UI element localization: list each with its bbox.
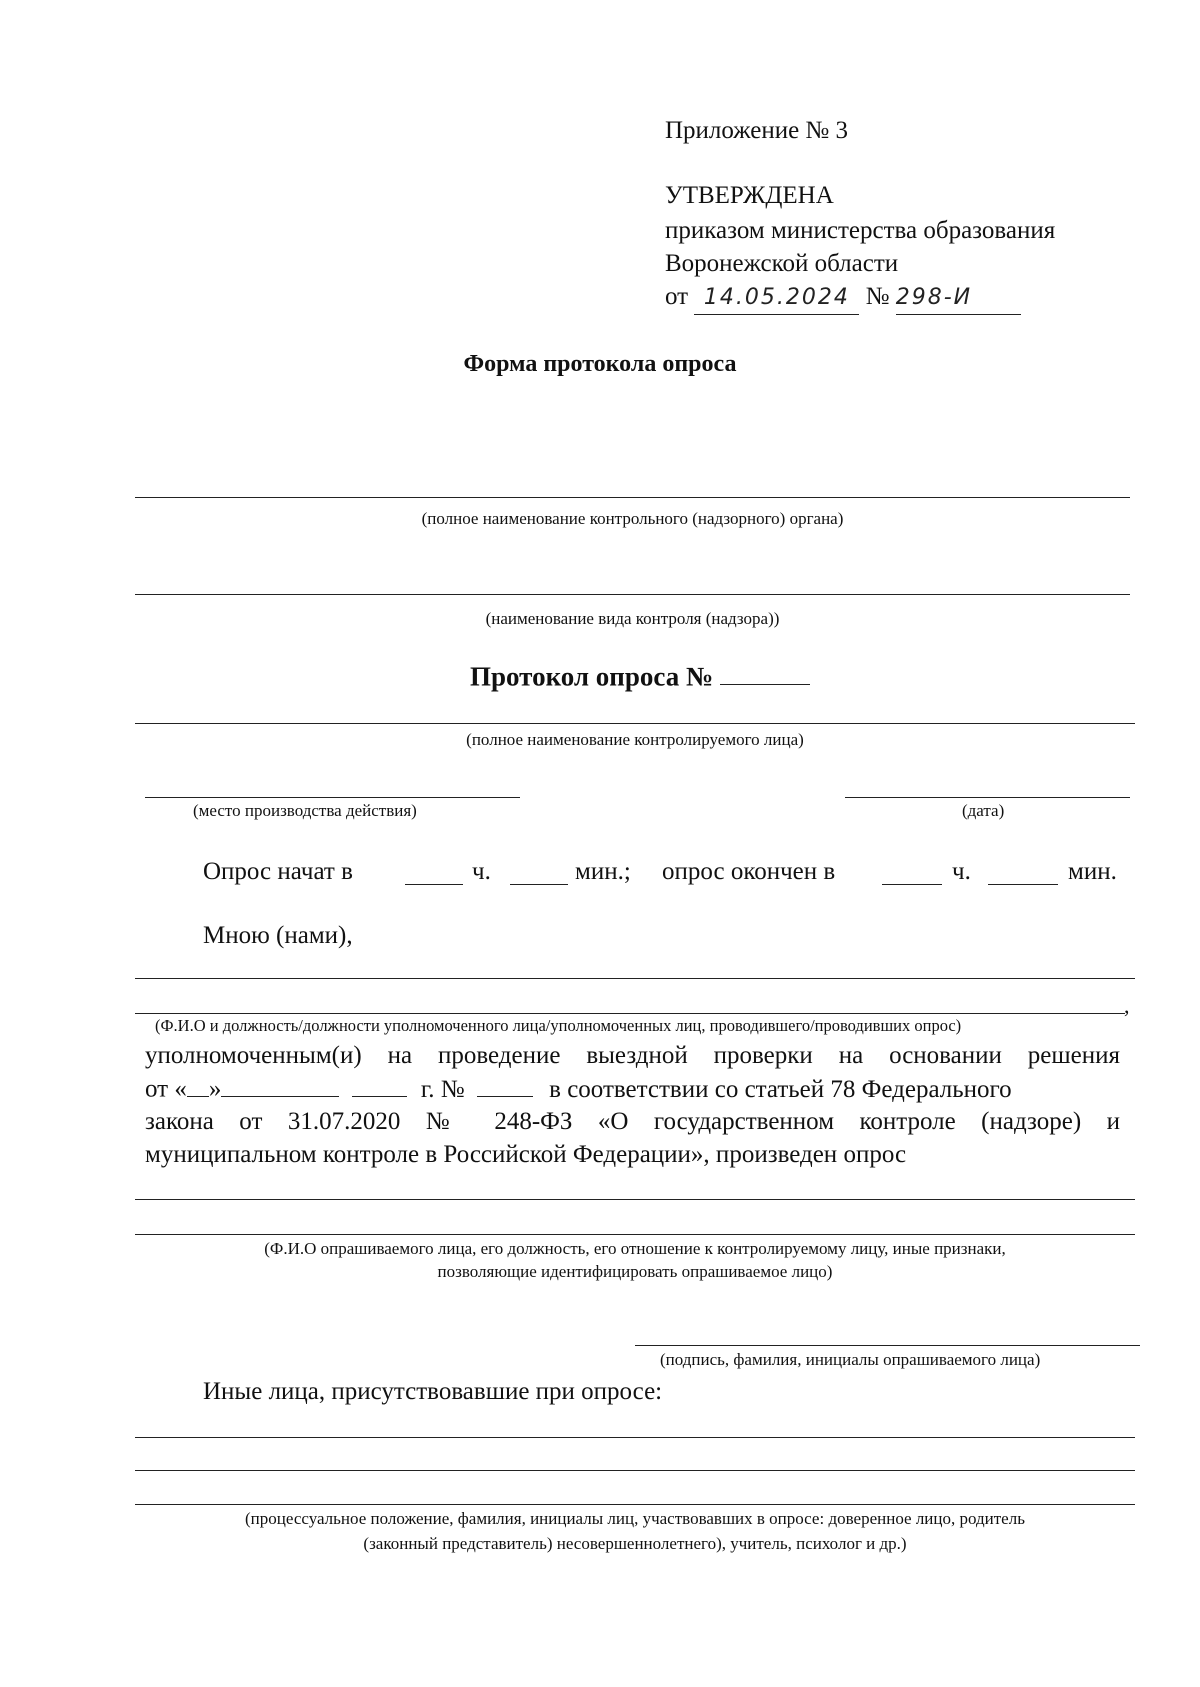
- date-line: [845, 797, 1130, 798]
- day-blank: [187, 1073, 209, 1097]
- control-type-line: [135, 594, 1130, 595]
- others-line-2: [135, 1470, 1135, 1471]
- form-title: Форма протокола опроса: [463, 351, 737, 377]
- by-us-label: Мною (нами),: [203, 922, 353, 949]
- others-line-1: [135, 1437, 1135, 1438]
- start-min-blank: [510, 870, 568, 885]
- officials-caption: (Ф.И.О и должность/должности уполномоченного лица/уполномоченных лиц, проводившего/проводивших опрос): [155, 1016, 962, 1035]
- control-type-caption: (наименование вида контроля (надзора)): [485, 609, 780, 628]
- year-number-label: г. №: [420, 1075, 465, 1103]
- end-min-blank: [988, 870, 1058, 885]
- interviewee-caption-2: позволяющие идентифицировать опрашиваемое лицо): [437, 1262, 833, 1281]
- handwritten-date: 14.05.2024: [694, 282, 859, 315]
- body-line-2: [145, 1073, 1012, 1106]
- end-hour-blank: [882, 870, 942, 885]
- handwritten-number: 298-И: [896, 282, 1021, 315]
- signature-line: [635, 1345, 1140, 1346]
- end-hour-label: ч.: [952, 858, 971, 885]
- order-date-line: [665, 281, 1021, 315]
- year-blank: [352, 1073, 407, 1097]
- protocol-title: [470, 660, 810, 692]
- end-min-label: мин.: [1068, 858, 1117, 885]
- body-line-4: муниципальном контроле в Российской Федерации», произведен опрос: [145, 1141, 907, 1168]
- date-prefix: от: [665, 283, 689, 310]
- others-title: Иные лица, присутствовавшие при опросе:: [203, 1378, 663, 1405]
- order-line-1: приказом министерства образования: [665, 217, 1056, 244]
- body-line-2-tail: в соответствии со статьей 78 Федерального: [549, 1075, 1012, 1103]
- body-line-3: закона от 31.07.2020 № 248-ФЗ «О государственном контроле (надзоре) и: [145, 1108, 1120, 1135]
- appendix-label: Приложение № 3: [665, 117, 849, 144]
- others-caption-1: (процессуальное положение, фамилия, инициалы лиц, участвовавших в опросе: доверенное лицо, родитель: [245, 1509, 1025, 1528]
- approved-label: УТВЕРЖДЕНА: [665, 182, 834, 209]
- interviewee-line-2: [135, 1234, 1135, 1235]
- interviewee-caption-1: (Ф.И.О опрашиваемого лица, его должность, его отношение к контролируемому лицу, иные признаки,: [264, 1239, 1006, 1258]
- ended-label: опрос окончен в: [662, 858, 836, 885]
- authority-line: [135, 497, 1130, 498]
- order-line-2: Воронежской области: [665, 250, 899, 277]
- protocol-title-text: Протокол опроса №: [470, 661, 714, 692]
- interviewee-line-1: [135, 1199, 1135, 1200]
- officials-comma: ,: [1124, 993, 1130, 1018]
- signature-caption: (подпись, фамилия, инициалы опрашиваемого лица): [660, 1350, 1041, 1369]
- controlled-person-line: [135, 723, 1135, 724]
- place-caption: (место производства действия): [193, 801, 417, 820]
- start-hour-blank: [405, 870, 463, 885]
- place-line: [145, 797, 520, 798]
- started-label: Опрос начат в: [203, 858, 353, 885]
- start-min-label: мин.;: [575, 858, 631, 885]
- officials-line-1: [135, 978, 1135, 979]
- body-line-1: уполномоченным(и) на проведение выездной проверки на основании решения: [145, 1042, 1120, 1069]
- controlled-person-caption: (полное наименование контролируемого лица): [466, 730, 804, 749]
- others-caption-2: (законный представитель) несовершеннолетнего), учитель, психолог и др.): [363, 1534, 907, 1553]
- quote-close: »: [208, 1075, 222, 1103]
- number-prefix: №: [865, 283, 890, 310]
- quote-open: от «: [145, 1075, 187, 1103]
- protocol-number-blank: [720, 660, 810, 685]
- decision-number-blank: [477, 1073, 533, 1097]
- others-line-3: [135, 1504, 1135, 1505]
- authority-caption: (полное наименование контрольного (надзорного) органа): [421, 509, 844, 528]
- officials-line-2: [135, 1013, 1125, 1014]
- date-caption: (дата): [962, 801, 1005, 820]
- start-hour-label: ч.: [472, 858, 491, 885]
- month-blank: [221, 1073, 339, 1097]
